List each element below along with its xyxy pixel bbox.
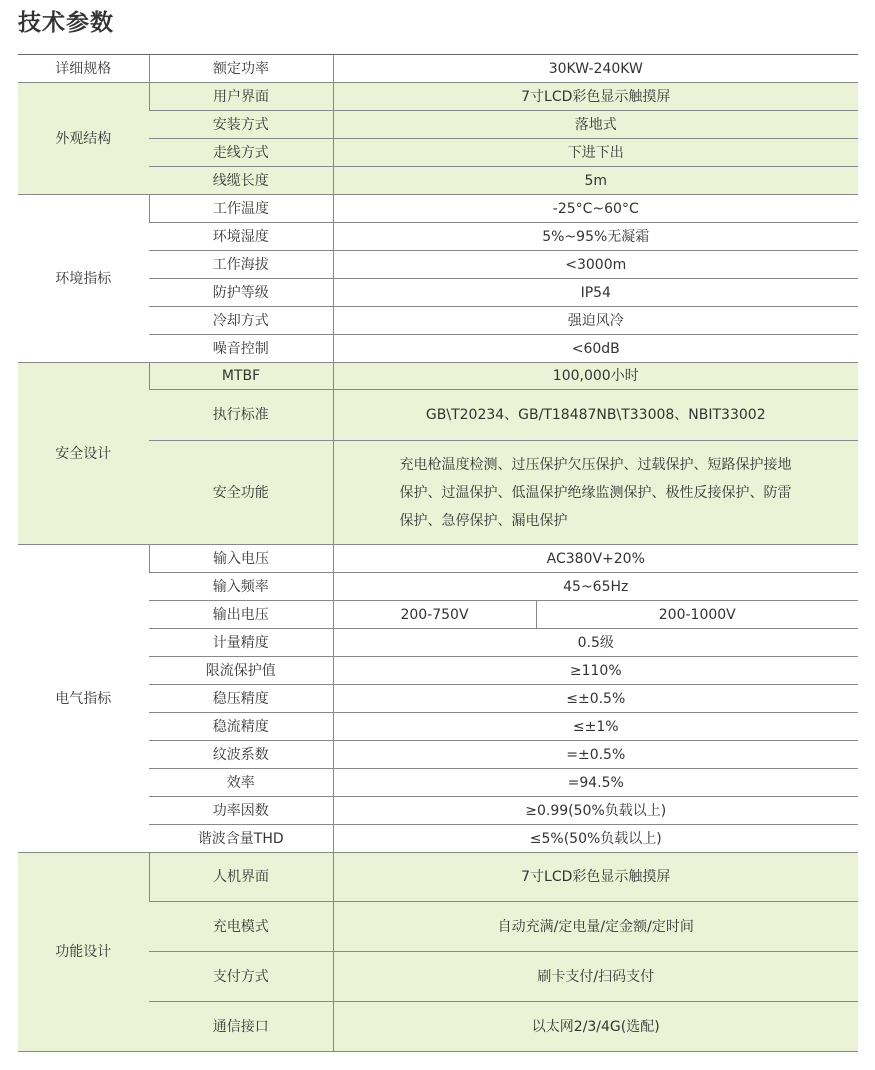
param-cell: 工作海拔 (149, 251, 333, 279)
param-cell: 计量精度 (149, 629, 333, 657)
param-cell: 功率因数 (149, 797, 333, 825)
param-cell: 环境湿度 (149, 223, 333, 251)
value-cell: 7寸LCD彩色显示触摸屏 (333, 83, 858, 111)
value-cell: <3000m (333, 251, 858, 279)
value-cell: 落地式 (333, 111, 858, 139)
group-label-function: 功能设计 (18, 853, 149, 1052)
group-label-appearance: 外观结构 (18, 83, 149, 195)
value-cell: -25°C~60°C (333, 195, 858, 223)
param-cell: 用户界面 (149, 83, 333, 111)
value-cell: 30KW-240KW (333, 55, 858, 83)
value-cell: 0.5级 (333, 629, 858, 657)
param-cell: 输入频率 (149, 573, 333, 601)
value-cell: =94.5% (333, 769, 858, 797)
param-cell: 输入电压 (149, 545, 333, 573)
table-row (18, 195, 858, 223)
section-header-cell: 详细规格 (18, 55, 149, 83)
value-cell: ≤±0.5% (333, 685, 858, 713)
param-cell: 稳流精度 (149, 713, 333, 741)
param-cell: 额定功率 (149, 55, 333, 83)
value-cell-right: 200-1000V (536, 601, 858, 629)
group-label-safety: 安全设计 (18, 363, 149, 545)
value-cell: AC380V+20% (333, 545, 858, 573)
value-cell-left: 200-750V (333, 601, 536, 629)
value-cell: ≥110% (333, 657, 858, 685)
value-cell: 45~65Hz (333, 573, 858, 601)
param-cell: 充电模式 (149, 902, 333, 952)
param-cell: 安装方式 (149, 111, 333, 139)
value-cell: 7寸LCD彩色显示触摸屏 (333, 853, 858, 902)
param-cell: 执行标准 (149, 390, 333, 441)
value-cell: 下进下出 (333, 139, 858, 167)
param-cell: 安全功能 (149, 441, 333, 545)
param-cell: 效率 (149, 769, 333, 797)
param-cell: 稳压精度 (149, 685, 333, 713)
value-cell: ≤±1% (333, 713, 858, 741)
value-cell: 5%~95%无凝霜 (333, 223, 858, 251)
param-cell: 支付方式 (149, 952, 333, 1002)
param-cell: MTBF (149, 363, 333, 390)
param-cell: 冷却方式 (149, 307, 333, 335)
value-cell: =±0.5% (333, 741, 858, 769)
param-cell: 噪音控制 (149, 335, 333, 363)
param-cell: 人机界面 (149, 853, 333, 902)
table-row-header (18, 55, 858, 83)
value-cell: IP54 (333, 279, 858, 307)
value-cell: 5m (333, 167, 858, 195)
param-cell: 走线方式 (149, 139, 333, 167)
group-label-electrical: 电气指标 (18, 545, 149, 853)
value-cell: 强迫风冷 (333, 307, 858, 335)
param-cell: 通信接口 (149, 1002, 333, 1052)
value-cell: ≥0.99(50%负载以上) (333, 797, 858, 825)
value-cell: 刷卡支付/扫码支付 (333, 952, 858, 1002)
param-cell: 工作温度 (149, 195, 333, 223)
param-cell: 谐波含量THD (149, 825, 333, 853)
table-row (18, 363, 858, 390)
param-cell: 纹波系数 (149, 741, 333, 769)
spec-table (18, 54, 858, 1052)
group-label-environment: 环境指标 (18, 195, 149, 363)
value-cell: 以太网2/3/4G(选配) (333, 1002, 858, 1052)
value-cell: 自动充满/定电量/定金额/定时间 (333, 902, 858, 952)
value-cell: <60dB (333, 335, 858, 363)
value-cell: ≤5%(50%负载以上) (333, 825, 858, 853)
value-cell: 100,000小时 (333, 363, 858, 390)
page-title: 技术参数 (18, 10, 114, 36)
value-cell: 充电枪温度检测、过压保护欠压保护、过载保护、短路保护接地保护、过温保护、低温保护绝缘监测保护、极性反接保护、防雷保护、急停保护、漏电保护 (333, 441, 858, 545)
table-row (18, 545, 858, 573)
table-row (18, 83, 858, 111)
value-cell: GB\T20234、GB/T18487NB\T33008、NBIT33002 (333, 390, 858, 441)
param-cell: 防护等级 (149, 279, 333, 307)
param-cell: 线缆长度 (149, 167, 333, 195)
table-row (18, 853, 858, 902)
param-cell: 限流保护值 (149, 657, 333, 685)
param-cell: 输出电压 (149, 601, 333, 629)
